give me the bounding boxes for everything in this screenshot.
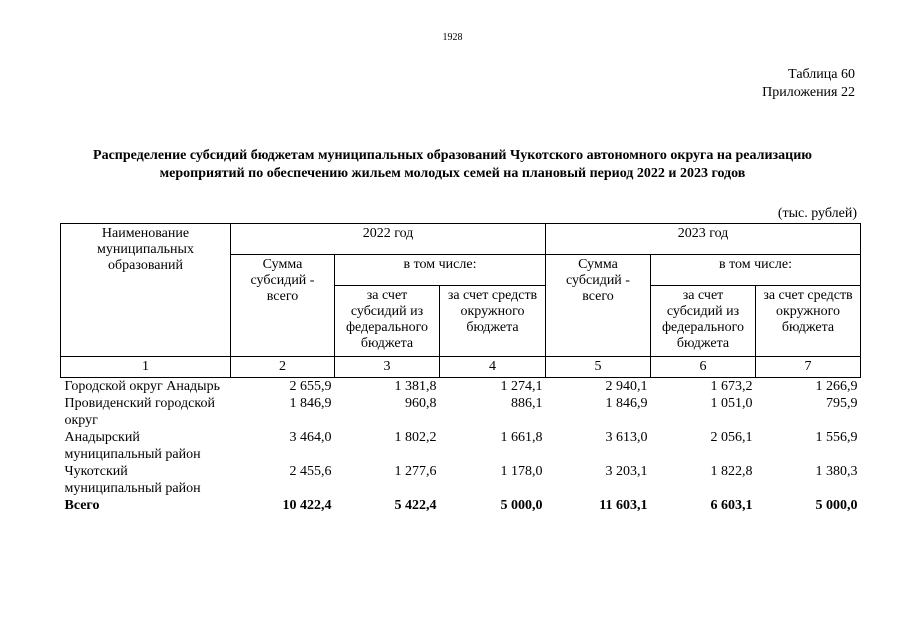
column-number: 3 (335, 357, 440, 378)
header-year-2023: 2023 год (546, 224, 861, 255)
document-title (40, 147, 865, 183)
cell-total-2022: 3 464,0 (289, 430, 332, 445)
municipality-name: Чукотский муниципальный район (64, 464, 201, 496)
appendix-number: Приложения 22 (762, 85, 855, 100)
column-number: 5 (546, 357, 651, 378)
table-body (61, 378, 861, 515)
cell-federal-2022: 960,8 (405, 396, 437, 411)
cell-district-2022: 886,1 (511, 396, 543, 411)
cell-district-2023: 795,9 (826, 396, 858, 411)
column-numbers-row (61, 357, 861, 378)
title-line-1: Распределение субсидий бюджетам муниципальных образований Чукотского автономного округа на реализацию (93, 148, 812, 163)
header-including-2022: в том числе: (335, 255, 546, 286)
column-number: 1 (61, 357, 231, 378)
cell-total-2023: 3 613,0 (605, 430, 648, 445)
header-year-2022: 2022 год (231, 224, 546, 255)
header-district-2023: за счет средств окружного бюджета (756, 286, 861, 357)
column-number: 6 (651, 357, 756, 378)
cell-district-2023: 1 556,9 (815, 430, 858, 445)
column-number: 4 (440, 357, 546, 378)
municipality-name: Анадырский муниципальный район (64, 430, 201, 462)
cell-federal-2023: 1 822,8 (710, 464, 753, 479)
total-row (61, 497, 861, 514)
cell-district-2022: 1 274,1 (500, 379, 543, 394)
cell-district-2022: 1 661,8 (500, 430, 543, 445)
cell-federal-2023: 1 051,0 (710, 396, 753, 411)
header-including-2023: в том числе: (651, 255, 861, 286)
title-line-2: мероприятий по обеспечению жильем молодых семей на плановый период 2022 и 2023 годов (159, 166, 746, 181)
header-total-2022: Сумма субсидий - всего (231, 255, 335, 357)
cell-district-2022: 1 178,0 (500, 464, 543, 479)
header-total-2023: Сумма субсидий - всего (546, 255, 651, 357)
total-2023: 11 603,1 (599, 498, 648, 513)
cell-federal-2022: 1 381,8 (394, 379, 437, 394)
total-federal-2023: 6 603,1 (710, 498, 753, 513)
column-number: 7 (756, 357, 861, 378)
total-district-2022: 5 000,0 (500, 498, 543, 513)
cell-federal-2022: 1 802,2 (394, 430, 437, 445)
cell-total-2023: 2 940,1 (605, 379, 648, 394)
total-federal-2022: 5 422,4 (394, 498, 437, 513)
municipality-name: Провиденский городской округ (64, 396, 215, 428)
cell-total-2023: 3 203,1 (605, 464, 648, 479)
appendix-reference (762, 66, 855, 102)
cell-federal-2023: 1 673,2 (710, 379, 753, 394)
cell-total-2022: 2 655,9 (289, 379, 332, 394)
total-label: Всего (64, 498, 100, 513)
header-federal-2022: за счет субсидий из федерального бюджета (335, 286, 440, 357)
total-district-2023: 5 000,0 (815, 498, 858, 513)
cell-district-2023: 1 380,3 (815, 464, 858, 479)
table-row (61, 463, 861, 497)
units-label: (тыс. рублей) (777, 206, 857, 221)
cell-total-2022: 1 846,9 (289, 396, 332, 411)
page-number: 1928 (442, 32, 463, 43)
cell-total-2022: 2 455,6 (289, 464, 332, 479)
table-row (61, 378, 861, 396)
header-municipality: Наименование муниципальных образований (61, 224, 231, 357)
table-row (61, 395, 861, 429)
header-federal-2023: за счет субсидий из федерального бюджета (651, 286, 756, 357)
cell-total-2023: 1 846,9 (605, 396, 648, 411)
column-number: 2 (231, 357, 335, 378)
header-district-2022: за счет средств окружного бюджета (440, 286, 546, 357)
municipality-name: Городской округ Анадырь (64, 379, 220, 394)
table-header (61, 224, 861, 378)
cell-federal-2022: 1 277,6 (394, 464, 437, 479)
cell-federal-2023: 2 056,1 (710, 430, 753, 445)
total-2022: 10 422,4 (282, 498, 332, 513)
subsidy-table (60, 223, 861, 514)
table-number: Таблица 60 (788, 67, 855, 82)
cell-district-2023: 1 266,9 (815, 379, 858, 394)
table-row (61, 429, 861, 463)
